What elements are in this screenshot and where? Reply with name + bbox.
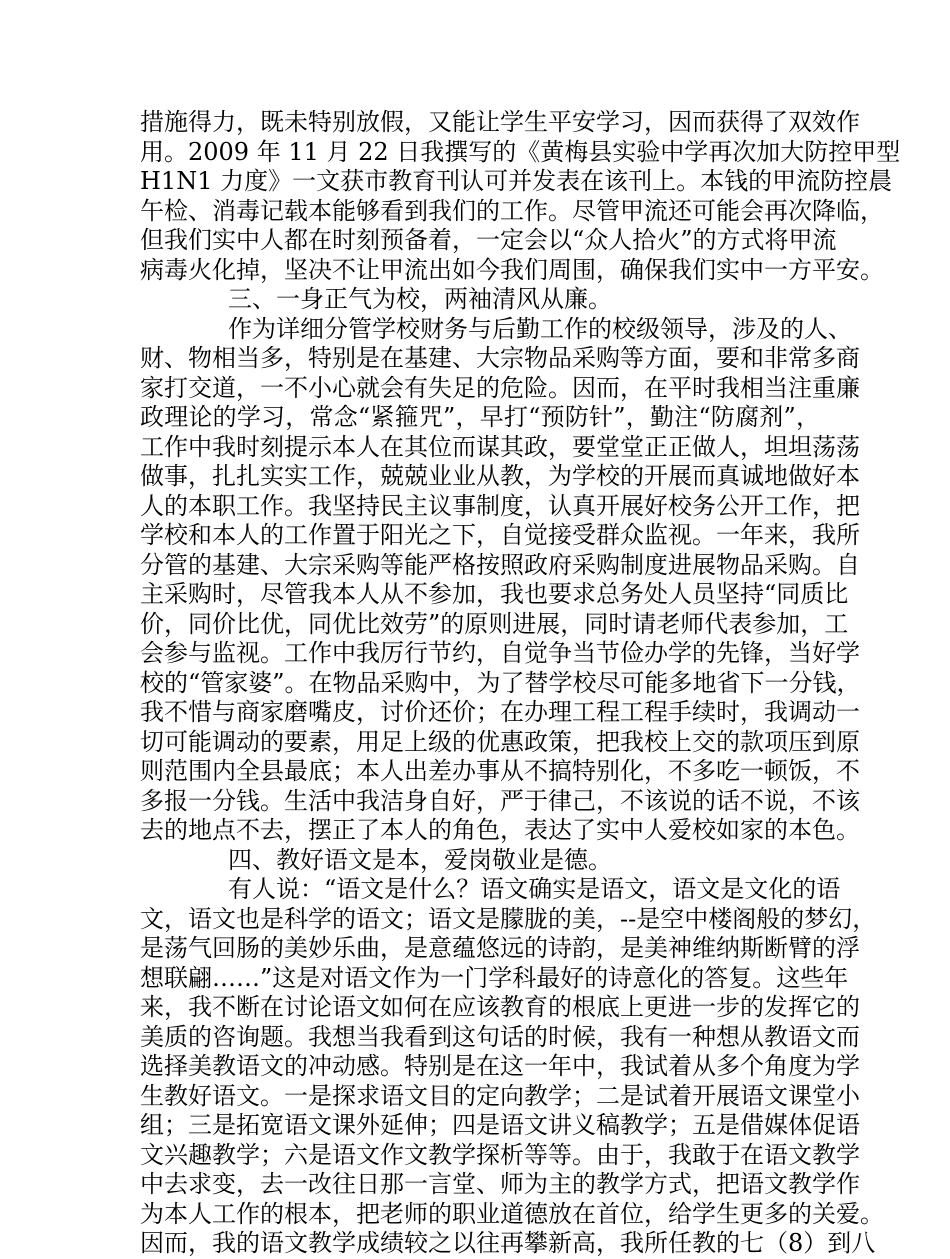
text-line: 学校和本人的工作置于阳光之下，自觉接受群众监视。一年来，我所 <box>140 521 860 549</box>
text-line: 组；三是拓宽语文课外延伸；四是语文讲义稿教学；五是借媒体促语 <box>140 1111 860 1139</box>
paragraph-heading-or-first-line: 作为详细分管学校财务与后勤工作的校级领导，涉及的人、 <box>228 314 852 343</box>
text-line: 来，我不断在讨论语文如何在应该教育的根底上更进一步的发挥它的 <box>140 993 860 1021</box>
text-line: 文兴趣教学；六是语文作文教学探析等等。由于，我敢于在语文教学 <box>140 1140 860 1169</box>
text-line: 做事，扎扎实实工作，兢兢业业从教，为学校的开展而真诚地做好本 <box>140 462 860 490</box>
text-line: 我不惜与商家磨嘴皮，讨价还价；在办理工程工程手续时，我调动一 <box>140 698 860 726</box>
text-line: 文，语文也是科学的语文；语文是朦胧的美，--是空中楼阁般的梦幻， <box>140 904 877 933</box>
text-line: 则范围内全县最底；本人出差办事从不搞特别化，不多吃一顿饭，不 <box>140 757 860 785</box>
text-line: 多报一分钱。生活中我洁身自好，严于律己，不该说的话不说，不该 <box>140 786 860 815</box>
text-line: 政理论的学习，常念“紧箍咒”，早打“预防针”，勤注“防腐剂”， <box>140 403 820 431</box>
text-line: 想联翩……”这是对语文作为一门学科最好的诗意化的答复。这些年 <box>140 963 849 992</box>
document-body <box>140 108 901 1259</box>
paragraph-heading-or-first-line: 四、教好语文是本，爱岗敬业是德。 <box>228 845 612 874</box>
text-line: 主采购时，尽管我本人从不参加，我也要求总务处人员坚持“同质比 <box>140 580 849 608</box>
text-line: H1N1 力度》一文获市教育刊认可并发表在该刊上。本钱的甲流防控晨 <box>140 167 893 195</box>
text-line: 美质的咨询题。我想当我看到这句话的时候，我有一种想从教语文而 <box>140 1022 860 1051</box>
text-line: 因而，我的语文教学成绩较之以往再攀新高，我所任教的七（8）到八 <box>140 1229 876 1257</box>
text-line: 午检、消毒记载本能够看到我们的工作。尽管甲流还可能会再次降临， <box>140 196 884 225</box>
text-line: 价，同价比优，同优比效劳”的原则进展，同时请老师代表参加，工 <box>140 609 849 638</box>
text-line: 是荡气回肠的美妙乐曲，是意蕴悠远的诗韵，是美神维纳斯断臂的浮 <box>140 934 860 962</box>
text-line: 中去求变，去一改往日那一言堂、师为主的教学方式，把语文教学作 <box>140 1170 860 1198</box>
text-line: 为本人工作的根本，把老师的职业道德放在首位，给学生更多的关爱。 <box>140 1199 884 1228</box>
text-line: 切可能调动的要素，用足上级的优惠政策，把我校上交的款项压到原 <box>140 727 860 756</box>
paragraph-heading-or-first-line: 有人说：“语文是什么？语文确实是语文，语文是文化的语 <box>228 875 841 903</box>
text-line: 但我们实中人都在时刻预备着，一定会以“众人拾火”的方式将甲流 <box>140 226 837 254</box>
text-line: 校的“管家婆”。在物品采购中，为了替学校尽可能多地省下一分钱， <box>140 668 861 697</box>
text-line: 工作中我时刻提示本人在其位而谋其政，要堂堂正正做人，坦坦荡荡 <box>140 432 860 461</box>
text-line: 病毒火化掉，坚决不让甲流出如今我们周围，确保我们实中一方平安。 <box>140 255 884 284</box>
text-line: 家打交道，一不小心就会有失足的危险。因而，在平时我相当注重廉 <box>140 373 860 402</box>
text-line: 措施得力，既未特别放假，又能让学生平安学习，因而获得了双效作 <box>140 108 860 136</box>
text-line: 去的地点不去，摆正了本人的角色，表达了实中人爱校如家的本色。 <box>140 816 860 844</box>
text-line: 选择美教语文的冲动感。特别是在这一年中，我试着从多个角度为学 <box>140 1052 860 1080</box>
text-line: 人的本职工作。我坚持民主议事制度，认真开展好校务公开工作，把 <box>140 491 860 520</box>
text-line: 分管的基建、大宗采购等能严格按照政府采购制度进展物品采购。自 <box>140 550 860 579</box>
text-line: 用。2009 年 11 月 22 日我撰写的《黄梅县实验中学再次加大防控甲型 <box>140 137 901 166</box>
paragraph-heading-or-first-line: 三、一身正气为校，两袖清风从廉。 <box>228 285 612 313</box>
text-line: 财、物相当多，特别是在基建、大宗物品采购等方面，要和非常多商 <box>140 344 860 372</box>
text-line: 会参与监视。工作中我厉行节约，自觉争当节俭办学的先锋，当好学 <box>140 639 860 667</box>
text-line: 生教好语文。一是探求语文目的定向教学；二是试着开展语文课堂小 <box>140 1081 860 1110</box>
